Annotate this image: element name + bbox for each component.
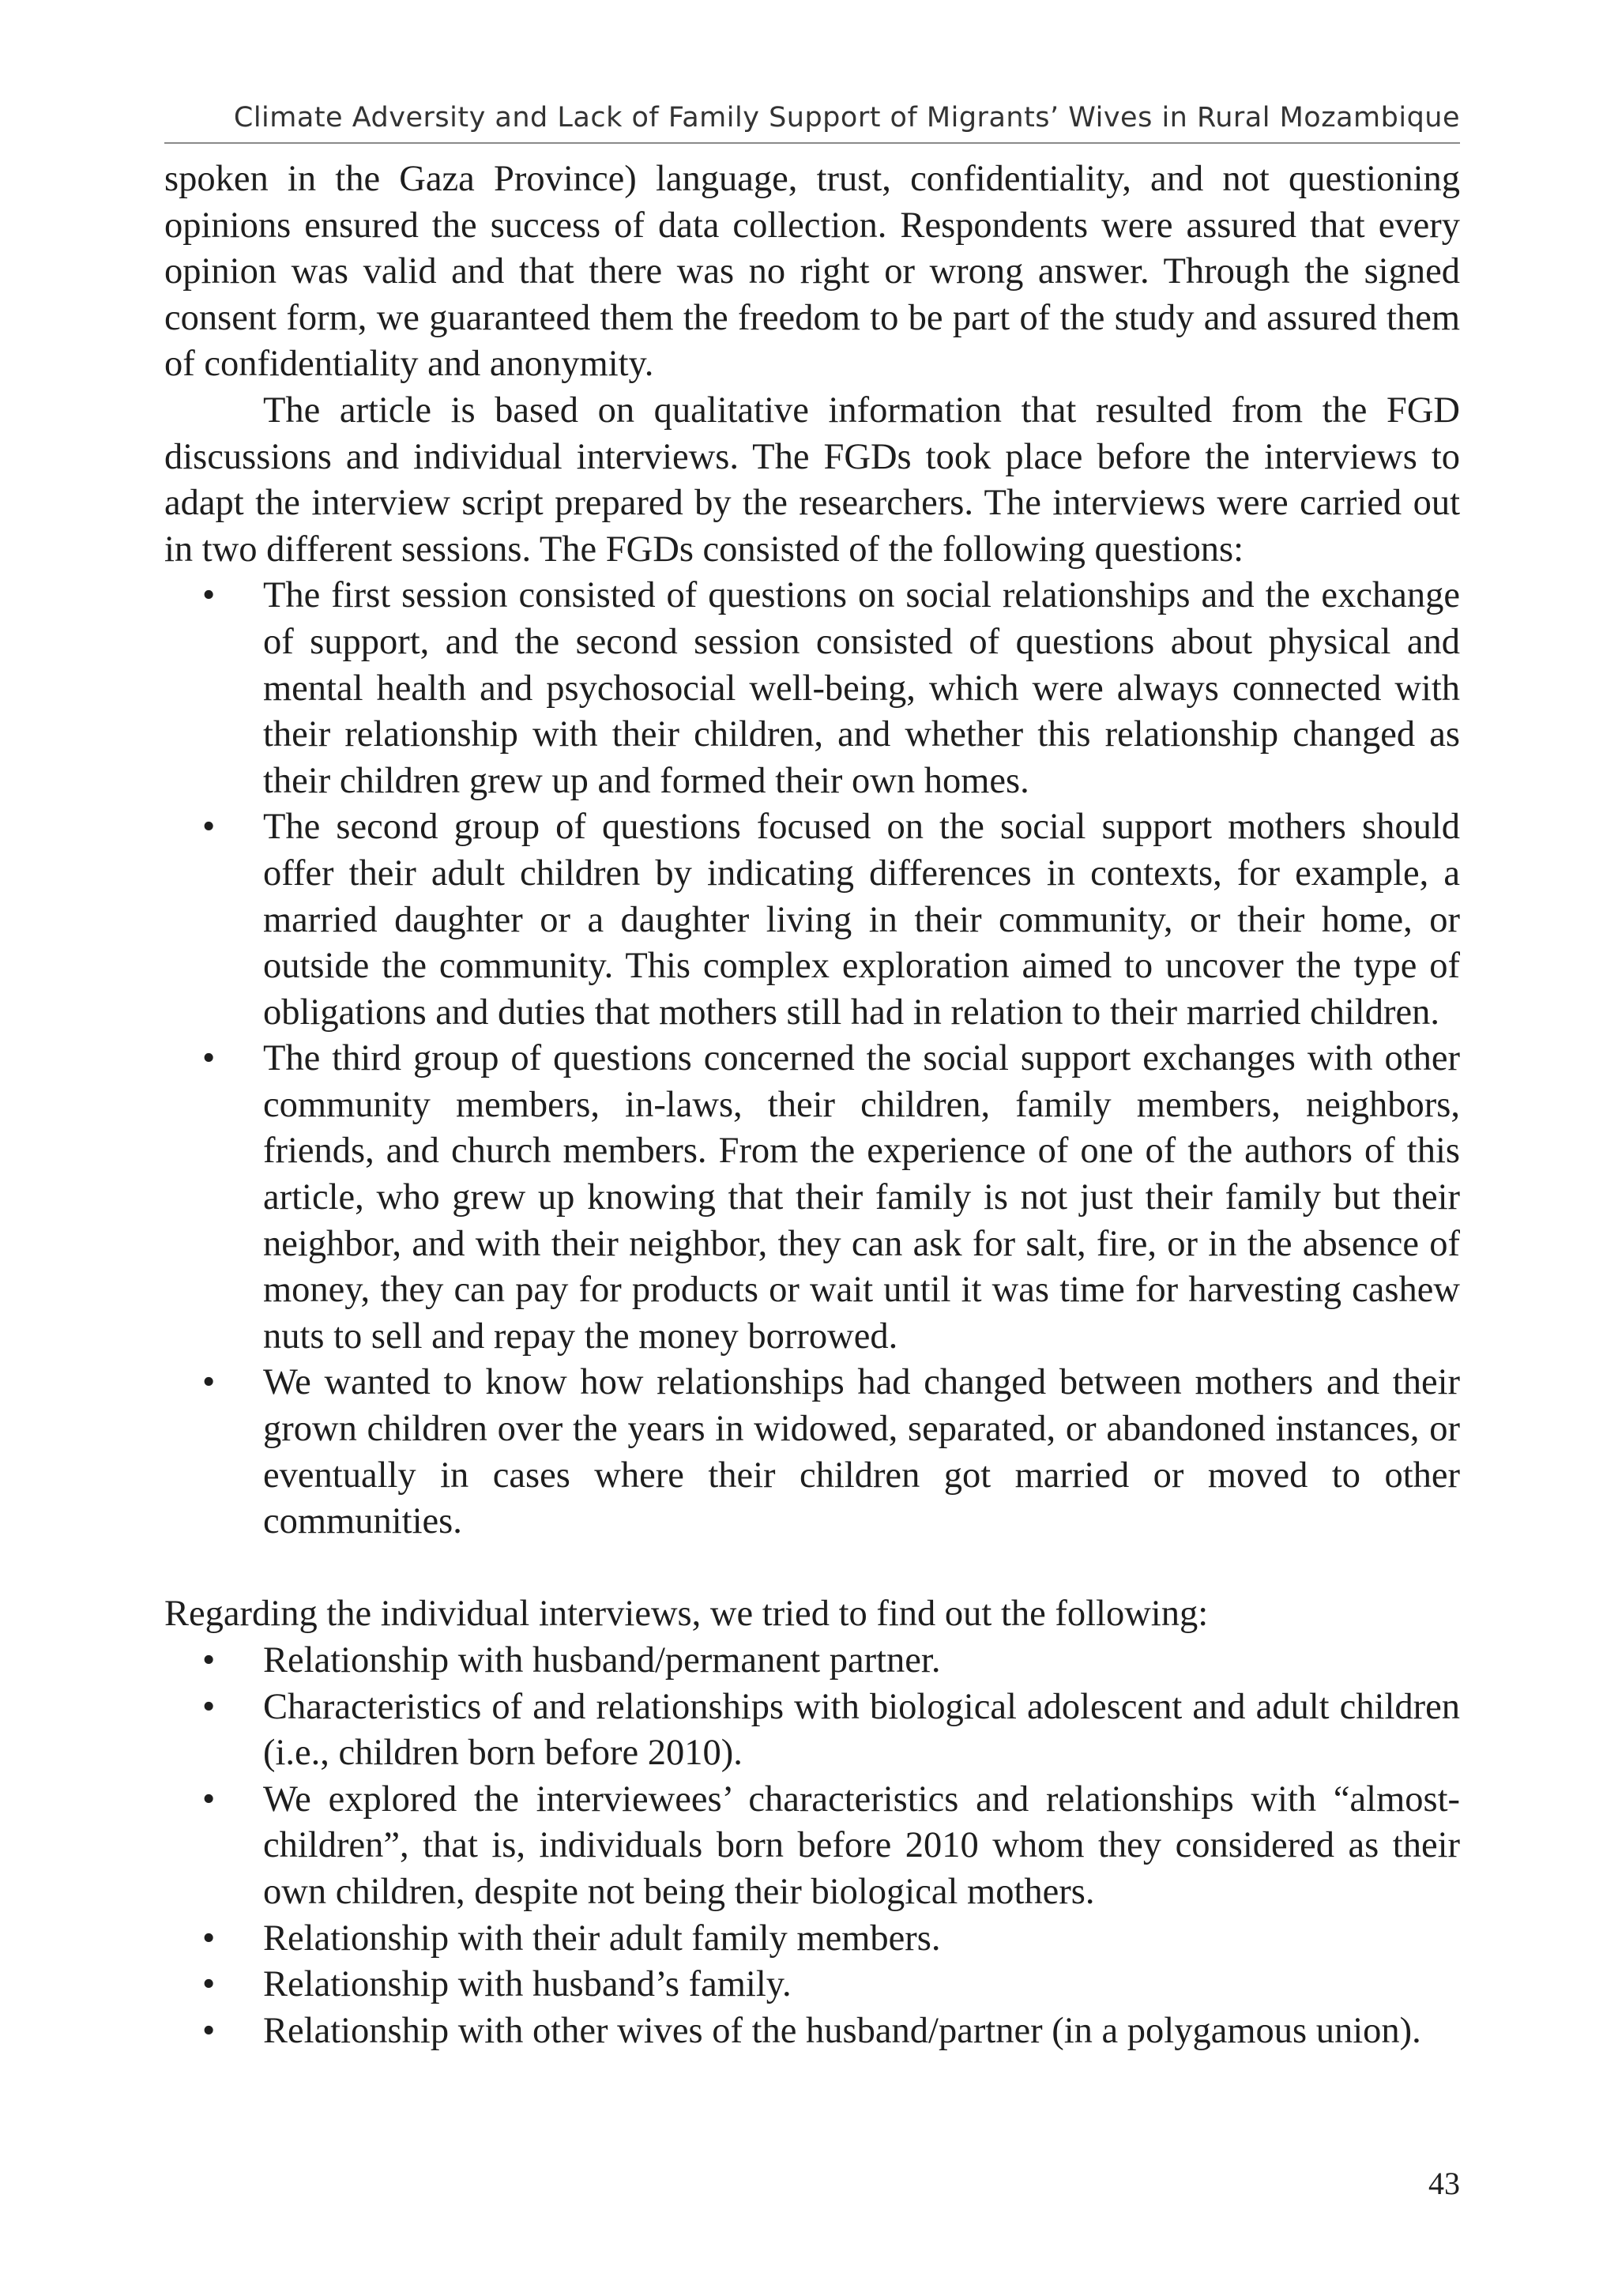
bullet-icon: • [202,575,216,616]
list-item [164,1036,1460,1360]
list-item-text: Relationship with other wives of the husband/partner (in a polygamous union). [263,2010,1421,2051]
bullet-icon: • [202,1640,216,1681]
bullet-icon: • [202,1038,216,1079]
list-item-text: The second group of questions focused on the social support mothers should offer their adult children by indicating differences in contexts, for example, a married daughter or a daughter living in their community, or their home, or outside the community. This complex exploration aimed to uncover the type of obligations and duties that mothers still had in relation to their married children. [263,807,1460,1033]
list-item [164,1962,1460,2008]
bullet-icon: • [202,1964,216,2005]
list-item [164,1916,1460,1963]
list-item [164,1777,1460,1916]
page-number: 43 [1428,2166,1460,2201]
paragraph-continuation: spoken in the Gaza Province) language, trust, confidentiality, and not questioning opinions ensured the success of data collection. Respondents were assured that every opinion was valid and that there was no right or wrong answer. Through the signed consent form, we guaranteed them the freedom to be part of the study and assured them of confidentiality and anonymity. [164,159,1460,385]
paragraph-methods: The article is based on qualitative information that resulted from the FGD discussions and individual interviews. The FGDs took place before the interviews to adapt the interview script prepared by the researchers. The interviews were carried out in two different sessions. The FGDs consisted of the following questions: [164,390,1460,570]
list-item-text: The first session consisted of questions on social relationships and the exchange of support, and the second session consisted of questions about physical and mental health and psychosocial well-being, which were always connected with their relationship with their children, and whether this relationship changed as their children grew up and formed their own homes. [263,575,1460,801]
article-body [164,156,1460,2054]
list-item-text: Relationship with husband’s family. [263,1964,792,2005]
list-item-text: Relationship with husband/permanent partner. [263,1640,941,1681]
list-item [164,804,1460,1036]
list-item [164,1638,1460,1684]
list-item [164,1360,1460,1545]
list-item-text: We explored the interviewees’ characteristics and relationships with “almost-children”, that is, individuals born before 2010 whom they considered as their own children, despite not being their biological mothers. [263,1778,1460,1912]
bullet-icon: • [202,807,216,848]
paragraph-spacer [164,1545,1460,1592]
bullet-icon: • [202,1686,216,1727]
running-head-title: Climate Adversity and Lack of Family Support of Migrants’ Wives in Rural Mozambique [233,102,1460,134]
list-item [164,2008,1460,2055]
list-item [164,573,1460,804]
interview-topic-list [164,1638,1460,2054]
bullet-icon: • [202,1918,216,1959]
running-head [164,93,1460,144]
fgd-question-list [164,573,1460,1545]
list-item-text: We wanted to know how relationships had changed between mothers and their grown children over the years in widowed, separated, or abandoned instances, or eventually in cases where their children got married or moved to other communities. [263,1362,1460,1542]
list-item-text: The third group of questions concerned the social support exchanges with other community members, in-laws, their children, family members, neighbors, friends, and church members. From the experience of one of the authors of this article, who grew up knowing that their family is not just their family but their neighbor, and with their neighbor, they can ask for salt, fire, or in the absence of money, they can pay for products or wait until it was time for harvesting cashew nuts to sell and repay the money borrowed. [263,1038,1460,1357]
bullet-icon: • [202,2010,216,2051]
bullet-icon: • [202,1778,216,1820]
paragraph-interviews-intro: Regarding the individual interviews, we tried to find out the following: [164,1594,1209,1635]
list-item-text: Characteristics of and relationships with biological adolescent and adult children (i.e., children born before 2010). [263,1686,1460,1774]
list-item [164,1684,1460,1777]
bullet-icon: • [202,1362,216,1403]
list-item-text: Relationship with their adult family members. [263,1918,941,1959]
